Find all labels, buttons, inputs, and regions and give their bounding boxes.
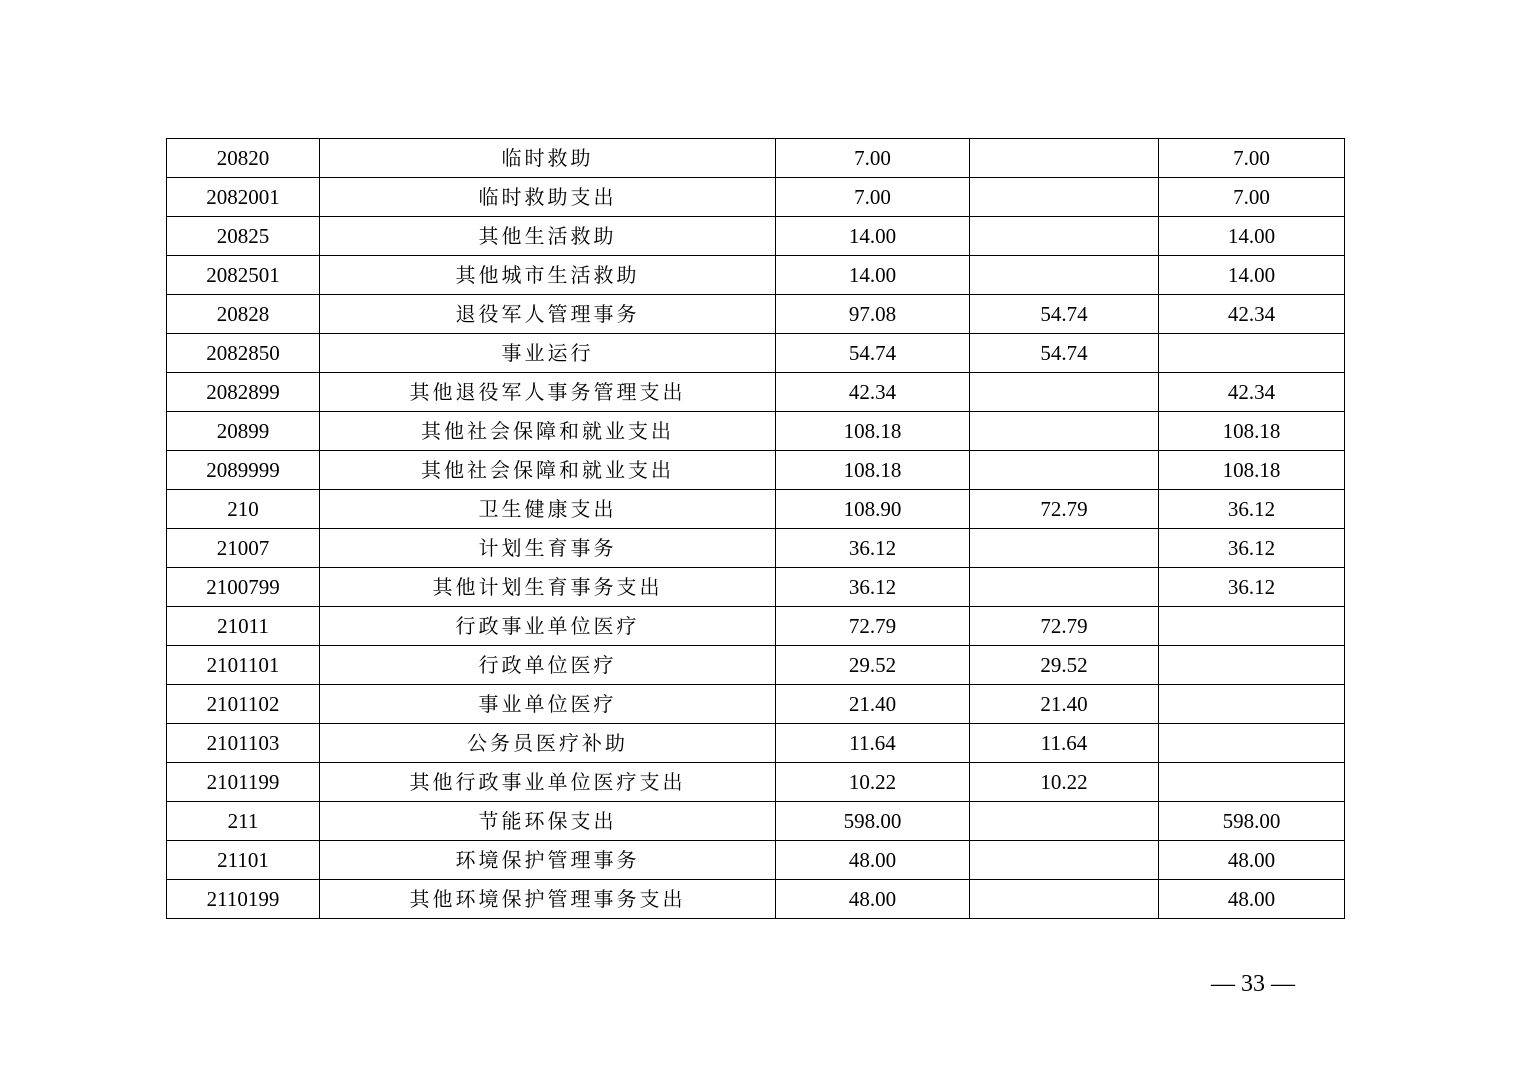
table-row bbox=[167, 646, 1345, 685]
cell-basic-expenditure: 54.74 bbox=[970, 295, 1159, 334]
cell-subject-code: 2101101 bbox=[167, 646, 320, 685]
cell-subject-name: 临时救助 bbox=[320, 139, 776, 178]
table-row bbox=[167, 802, 1345, 841]
cell-subject-code: 2082899 bbox=[167, 373, 320, 412]
cell-subject-code: 2101199 bbox=[167, 763, 320, 802]
cell-project-expenditure bbox=[1159, 646, 1345, 685]
cell-project-expenditure: 108.18 bbox=[1159, 451, 1345, 490]
cell-subject-name: 其他生活救助 bbox=[320, 217, 776, 256]
cell-basic-expenditure bbox=[970, 880, 1159, 919]
cell-project-expenditure: 36.12 bbox=[1159, 568, 1345, 607]
cell-subject-name: 其他计划生育事务支出 bbox=[320, 568, 776, 607]
budget-expenditure-table bbox=[166, 138, 1345, 919]
cell-basic-expenditure bbox=[970, 139, 1159, 178]
cell-basic-expenditure bbox=[970, 451, 1159, 490]
cell-project-expenditure: 48.00 bbox=[1159, 841, 1345, 880]
table-row bbox=[167, 334, 1345, 373]
cell-subject-name: 公务员医疗补助 bbox=[320, 724, 776, 763]
cell-subject-code: 2101103 bbox=[167, 724, 320, 763]
cell-total-amount: 36.12 bbox=[776, 568, 970, 607]
cell-project-expenditure: 42.34 bbox=[1159, 295, 1345, 334]
cell-subject-code: 20820 bbox=[167, 139, 320, 178]
cell-subject-code: 211 bbox=[167, 802, 320, 841]
cell-basic-expenditure: 54.74 bbox=[970, 334, 1159, 373]
cell-project-expenditure: 36.12 bbox=[1159, 529, 1345, 568]
cell-subject-code: 2082850 bbox=[167, 334, 320, 373]
cell-subject-code: 21011 bbox=[167, 607, 320, 646]
cell-subject-name: 其他社会保障和就业支出 bbox=[320, 412, 776, 451]
cell-subject-name: 其他社会保障和就业支出 bbox=[320, 451, 776, 490]
budget-table-container bbox=[166, 138, 1344, 919]
cell-basic-expenditure bbox=[970, 373, 1159, 412]
cell-basic-expenditure bbox=[970, 802, 1159, 841]
cell-basic-expenditure bbox=[970, 217, 1159, 256]
cell-total-amount: 11.64 bbox=[776, 724, 970, 763]
cell-basic-expenditure: 72.79 bbox=[970, 607, 1159, 646]
cell-subject-code: 2082501 bbox=[167, 256, 320, 295]
cell-project-expenditure bbox=[1159, 334, 1345, 373]
cell-subject-code: 21007 bbox=[167, 529, 320, 568]
table-row bbox=[167, 412, 1345, 451]
cell-subject-name: 其他退役军人事务管理支出 bbox=[320, 373, 776, 412]
cell-project-expenditure bbox=[1159, 724, 1345, 763]
cell-project-expenditure bbox=[1159, 763, 1345, 802]
cell-total-amount: 108.18 bbox=[776, 451, 970, 490]
table-row bbox=[167, 841, 1345, 880]
table-row bbox=[167, 373, 1345, 412]
cell-total-amount: 108.90 bbox=[776, 490, 970, 529]
cell-project-expenditure: 7.00 bbox=[1159, 178, 1345, 217]
cell-subject-code: 2110199 bbox=[167, 880, 320, 919]
cell-total-amount: 97.08 bbox=[776, 295, 970, 334]
cell-subject-code: 20825 bbox=[167, 217, 320, 256]
cell-project-expenditure: 36.12 bbox=[1159, 490, 1345, 529]
table-row bbox=[167, 724, 1345, 763]
cell-project-expenditure: 7.00 bbox=[1159, 139, 1345, 178]
cell-total-amount: 48.00 bbox=[776, 841, 970, 880]
cell-project-expenditure: 48.00 bbox=[1159, 880, 1345, 919]
cell-subject-name: 节能环保支出 bbox=[320, 802, 776, 841]
cell-total-amount: 108.18 bbox=[776, 412, 970, 451]
cell-subject-name: 其他城市生活救助 bbox=[320, 256, 776, 295]
table-row bbox=[167, 529, 1345, 568]
cell-project-expenditure: 108.18 bbox=[1159, 412, 1345, 451]
cell-subject-name: 事业单位医疗 bbox=[320, 685, 776, 724]
cell-basic-expenditure bbox=[970, 412, 1159, 451]
cell-subject-code: 20828 bbox=[167, 295, 320, 334]
cell-basic-expenditure bbox=[970, 529, 1159, 568]
cell-subject-name: 行政单位医疗 bbox=[320, 646, 776, 685]
cell-total-amount: 36.12 bbox=[776, 529, 970, 568]
cell-total-amount: 7.00 bbox=[776, 178, 970, 217]
table-row bbox=[167, 178, 1345, 217]
cell-basic-expenditure: 10.22 bbox=[970, 763, 1159, 802]
cell-total-amount: 10.22 bbox=[776, 763, 970, 802]
cell-total-amount: 29.52 bbox=[776, 646, 970, 685]
cell-subject-name: 事业运行 bbox=[320, 334, 776, 373]
cell-basic-expenditure: 72.79 bbox=[970, 490, 1159, 529]
cell-subject-code: 210 bbox=[167, 490, 320, 529]
cell-total-amount: 598.00 bbox=[776, 802, 970, 841]
cell-subject-code: 2089999 bbox=[167, 451, 320, 490]
cell-subject-code: 20899 bbox=[167, 412, 320, 451]
cell-subject-name: 其他环境保护管理事务支出 bbox=[320, 880, 776, 919]
table-row bbox=[167, 217, 1345, 256]
cell-basic-expenditure: 29.52 bbox=[970, 646, 1159, 685]
cell-total-amount: 72.79 bbox=[776, 607, 970, 646]
cell-project-expenditure bbox=[1159, 685, 1345, 724]
table-row bbox=[167, 763, 1345, 802]
cell-basic-expenditure bbox=[970, 841, 1159, 880]
cell-subject-code: 2082001 bbox=[167, 178, 320, 217]
cell-subject-name: 环境保护管理事务 bbox=[320, 841, 776, 880]
cell-project-expenditure: 14.00 bbox=[1159, 217, 1345, 256]
table-row bbox=[167, 451, 1345, 490]
cell-subject-name: 计划生育事务 bbox=[320, 529, 776, 568]
table-row bbox=[167, 139, 1345, 178]
cell-subject-name: 其他行政事业单位医疗支出 bbox=[320, 763, 776, 802]
cell-total-amount: 14.00 bbox=[776, 256, 970, 295]
cell-basic-expenditure bbox=[970, 178, 1159, 217]
cell-total-amount: 14.00 bbox=[776, 217, 970, 256]
cell-subject-name: 退役军人管理事务 bbox=[320, 295, 776, 334]
cell-subject-name: 行政事业单位医疗 bbox=[320, 607, 776, 646]
cell-total-amount: 54.74 bbox=[776, 334, 970, 373]
cell-project-expenditure: 598.00 bbox=[1159, 802, 1345, 841]
cell-subject-code: 2100799 bbox=[167, 568, 320, 607]
cell-total-amount: 21.40 bbox=[776, 685, 970, 724]
cell-basic-expenditure bbox=[970, 256, 1159, 295]
cell-subject-code: 2101102 bbox=[167, 685, 320, 724]
cell-project-expenditure: 42.34 bbox=[1159, 373, 1345, 412]
cell-subject-code: 21101 bbox=[167, 841, 320, 880]
table-row bbox=[167, 256, 1345, 295]
cell-basic-expenditure: 21.40 bbox=[970, 685, 1159, 724]
cell-subject-name: 临时救助支出 bbox=[320, 178, 776, 217]
cell-project-expenditure bbox=[1159, 607, 1345, 646]
table-row bbox=[167, 607, 1345, 646]
table-body bbox=[167, 139, 1345, 919]
table-row bbox=[167, 880, 1345, 919]
cell-subject-name: 卫生健康支出 bbox=[320, 490, 776, 529]
cell-total-amount: 42.34 bbox=[776, 373, 970, 412]
cell-basic-expenditure: 11.64 bbox=[970, 724, 1159, 763]
table-row bbox=[167, 295, 1345, 334]
cell-total-amount: 48.00 bbox=[776, 880, 970, 919]
cell-project-expenditure: 14.00 bbox=[1159, 256, 1345, 295]
cell-total-amount: 7.00 bbox=[776, 139, 970, 178]
table-row bbox=[167, 568, 1345, 607]
table-row bbox=[167, 685, 1345, 724]
page-number: — 33 — bbox=[1211, 971, 1295, 997]
table-row bbox=[167, 490, 1345, 529]
cell-basic-expenditure bbox=[970, 568, 1159, 607]
